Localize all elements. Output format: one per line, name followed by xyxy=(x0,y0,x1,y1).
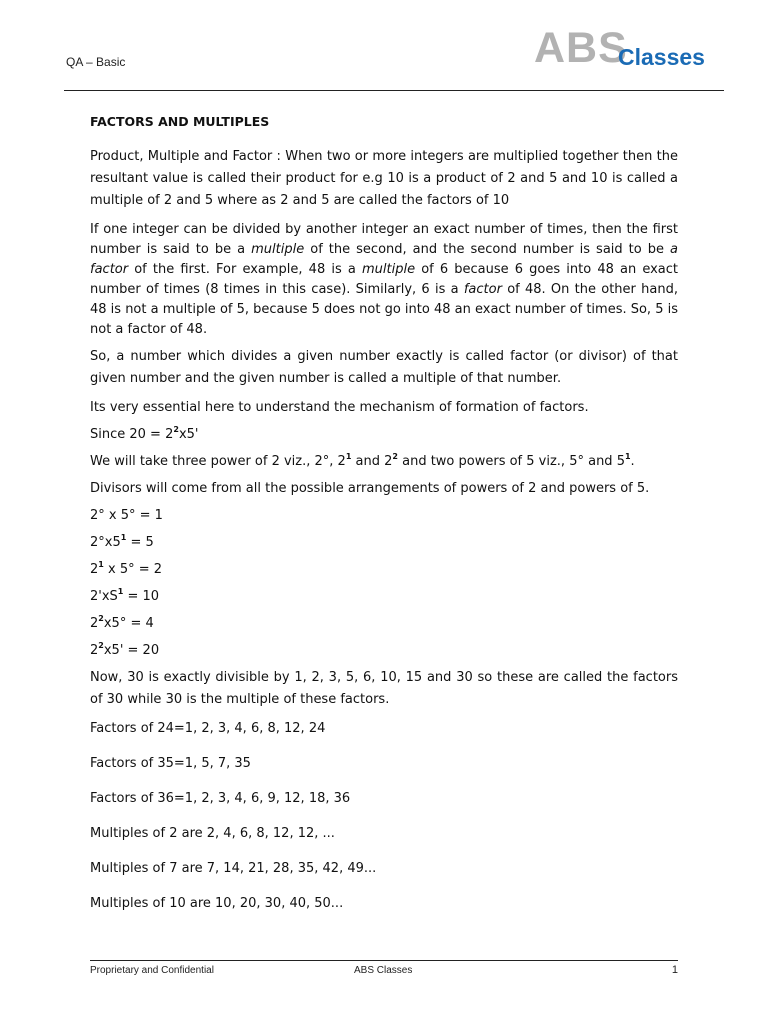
document-body xyxy=(90,112,678,914)
emphasis-multiple: multiple xyxy=(251,242,305,257)
page-header xyxy=(64,0,724,91)
equation-line: $2^\circ x5^1 = 5$ xyxy=(90,533,154,550)
list-line-factors-35: Factors of 35=1, 5, 7, 35 xyxy=(90,756,251,771)
list-line-multiples-7: Multiples of 7 are 7, 14, 21, 28, 35, 42, 49... xyxy=(90,861,377,876)
page-number: 1 xyxy=(671,964,678,976)
logo-classes-text: Classes xyxy=(618,44,705,70)
logo-abs-text: ABS xyxy=(534,24,628,72)
powers-statement: We will take three power of 2 viz., 2°, $2^1$ and $2^2$ and two powers of 5 viz., 5° and $5^1$. xyxy=(90,452,635,469)
paragraph-factors-of-30: Now, 30 is exactly divisible by 1, 2, 3, 5, 6, 10, 15 and 30 so these are called the factors of 30 while 30 is the multiple of these factors. xyxy=(90,670,678,707)
footer-confidential: Proprietary and Confidential xyxy=(90,965,214,976)
abs-classes-logo xyxy=(534,26,724,70)
page-footer xyxy=(90,960,678,981)
equation-line: 2° x 5° = 1 xyxy=(90,508,163,523)
equation-line: $2^2x5' = 20$ xyxy=(90,641,160,658)
since-expression: Since $20 = 2^2x5'$ xyxy=(90,425,199,442)
emphasis-factor: factor xyxy=(463,282,502,297)
equation-line: $2^1$ x 5° = 2 xyxy=(90,560,163,577)
paragraph-mechanism: Its very essential here to understand the mechanism of formation of factors. xyxy=(90,400,589,415)
list-line-multiples-2: Multiples of 2 are 2, 4, 6, 8, 12, 12, ... xyxy=(90,826,335,841)
paragraph-divisors-arrangement: Divisors will come from all the possible arrangements of powers of 2 and powers of 5. xyxy=(90,481,650,496)
footer-company: ABS Classes xyxy=(354,965,413,976)
list-line-factors-36: Factors of 36=1, 2, 3, 4, 6, 9, 12, 18, 36 xyxy=(90,791,351,806)
equation-line: $2^2x5^\circ = 4$ xyxy=(90,614,154,631)
page-title: FACTORS AND MULTIPLES xyxy=(90,114,270,129)
emphasis-a-factor: a factor xyxy=(90,242,678,277)
paragraph-product-definition: Product, Multiple and Factor : When two or more integers are multiplied together then the resultant value is called their product for e.g 10 is a product of 2 and 5 and 10 is called a multiple of 2 and 5 where as 2 and 5 are called the factors of 10 xyxy=(90,149,678,208)
paragraph-divisor-definition: So, a number which divides a given number exactly is called factor (or divisor) of that given number and the given number is called a multiple of that number. xyxy=(90,349,678,386)
list-line-multiples-10: Multiples of 10 are 10, 20, 30, 40, 50... xyxy=(90,896,344,911)
equation-line: $2'xS^1 = 10$ xyxy=(90,587,160,604)
list-line-factors-24: Factors of 24=1, 2, 3, 4, 6, 8, 12, 24 xyxy=(90,721,326,736)
section-title: QA – Basic xyxy=(66,55,126,69)
paragraph-multiple-factor: If one integer can be divided by another integer an exact number of times, then the first number is said to be a multiple of the second, and the second number is said to be a factor of the first. For example, 48 is a multiple of 6 because 6 goes into 48 an exact number of times (8 times in this case). Similarly, 6 is a factor of 48. On the other hand, 48 is not a multiple of 5, because 5 does not go into 48 an exact number of times. So, 5 is not a factor of 48. xyxy=(90,222,679,337)
emphasis-multiple-2: multiple xyxy=(361,262,416,277)
